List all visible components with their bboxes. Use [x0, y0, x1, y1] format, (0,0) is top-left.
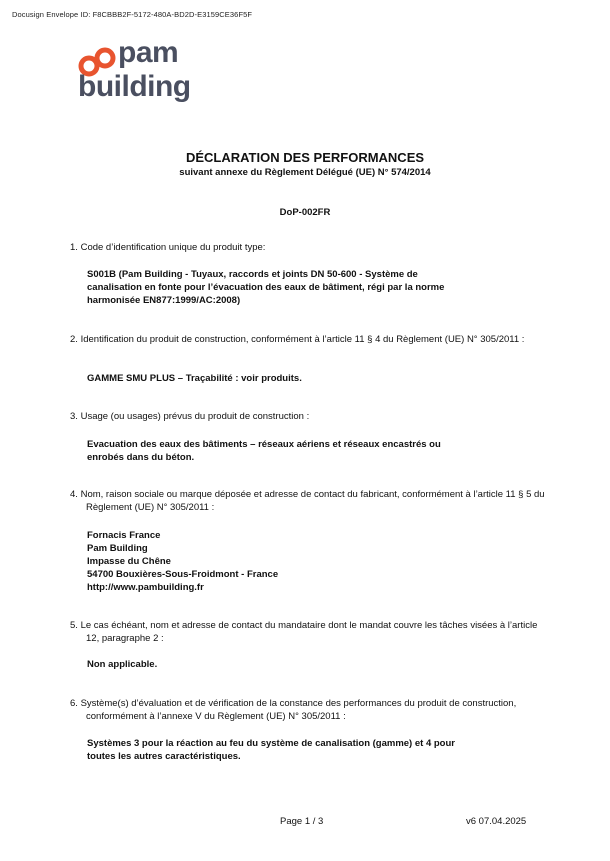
section-2-question: [70, 334, 548, 347]
section-number: 2.: [70, 334, 78, 345]
answer-line: Non applicable.: [87, 659, 158, 670]
answer-line: Systèmes 3 pour la réaction au feu du système de canalisation (gamme) et 4 pour: [87, 738, 455, 749]
section-4-answer: [87, 529, 527, 594]
section-6-answer: [87, 737, 527, 763]
answer-line: S001B (Pam Building - Tuyaux, raccords et joints DN 50-600 - Système de: [87, 269, 418, 280]
section-5-question: [70, 620, 548, 645]
section-number: 5.: [70, 620, 78, 631]
page-number: Page 1 / 3: [280, 816, 324, 827]
envelope-id: Docusign Envelope ID: F8CBBB2F-5172-480A-BD2D-E3159CE36F5F: [12, 10, 253, 19]
section-number: 3.: [70, 411, 78, 422]
answer-line: toutes les autres caractéristiques.: [87, 751, 241, 762]
address-city: 54700 Bouxières-Sous-Froidmont - France: [87, 569, 279, 580]
section-question-text: Nom, raison sociale ou marque déposée et adresse de contact du fabricant, conformément à l’article 11 § 5 du Règlement (UE) N° 305/2011 :: [80, 489, 545, 513]
section-5-answer: [87, 658, 527, 671]
answer-line: Evacuation des eaux des bâtiments – réseaux aériens et réseaux encastrés ou: [87, 439, 441, 450]
section-3-answer: [87, 438, 527, 464]
answer-line: enrobés dans du béton.: [87, 452, 195, 463]
logo-word-building: building: [78, 70, 191, 103]
document-title: DÉCLARATION DES PERFORMANCES: [185, 150, 425, 165]
section-1-answer: [87, 268, 527, 307]
section-1-question: [70, 242, 548, 255]
document-reference: DoP-002FR: [279, 207, 331, 218]
section-number: 4.: [70, 489, 78, 500]
document-version: v6 07.04.2025: [466, 816, 527, 827]
section-number: 6.: [70, 698, 78, 709]
answer-line: GAMME SMU PLUS – Traçabilité : voir produits.: [87, 373, 302, 384]
section-question-text: Système(s) d’évaluation et de vérification de la constance des performances du produit de construction, conformément à l’annexe V du Règlement (UE) N° 305/2011 :: [80, 698, 517, 722]
manufacturer-name: Fornacis France: [87, 530, 161, 541]
address-street: Impasse du Chêne: [87, 556, 171, 567]
section-question-text: Identification du produit de construction, conformément à l’article 11 § 4 du Règlement (UE) N° 305/2011 :: [80, 334, 525, 345]
section-number: 1.: [70, 242, 78, 253]
section-question-text: Code d’identification unique du produit type:: [80, 242, 266, 253]
brand-name: Pam Building: [87, 543, 148, 554]
website-url: http://www.pambuilding.fr: [87, 582, 204, 593]
section-question-text: Usage (ou usages) prévus du produit de construction :: [80, 411, 310, 422]
section-2-answer: [87, 372, 527, 385]
section-4-question: [70, 489, 548, 514]
pam-building-logo: [78, 36, 208, 114]
section-6-question: [70, 698, 548, 723]
answer-line: canalisation en fonte pour l’évacuation des eaux de bâtiment, régi par la norme: [87, 282, 445, 293]
answer-line: harmonisée EN877:1999/AC:2008): [87, 295, 241, 306]
logo-word-pam: pam: [118, 36, 179, 69]
document-subtitle: suivant annexe du Règlement Délégué (UE) N° 574/2014: [179, 167, 431, 178]
section-3-question: [70, 411, 548, 424]
section-question-text: Le cas échéant, nom et adresse de contact du mandataire dont le mandat couvre les tâches visées à l’article 12, paragraphe 2 :: [80, 620, 538, 644]
